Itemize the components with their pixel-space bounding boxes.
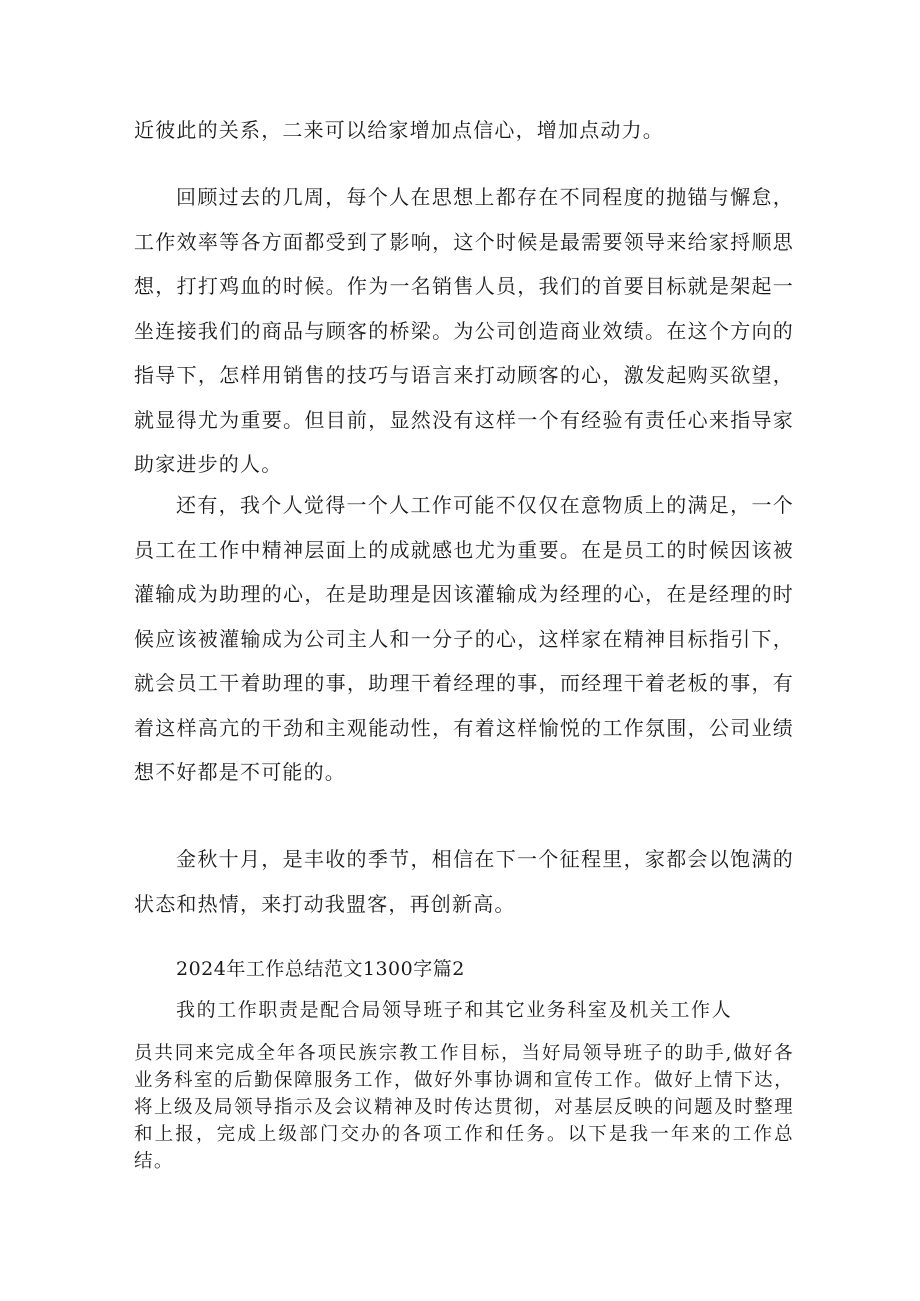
paragraph-5-first-line: 我的工作职责是配合局领导班子和其它业务科室及机关工作人: [176, 999, 733, 1021]
paragraph-2: 回顾过去的几周，每个人在思想上都存在不同程度的抛锚与懈怠，工作效率等各方面都受到了影响，这个时候是最需要领导来给家捋顺思想，打打鸡血的时候。作为一名销售人员，我们的首要目标就是架起一坐连接我们的商品与顾客的桥梁。为公司创造商业效绩。在这个方向的指导下，怎样用销售的技巧与语言来打动顾客的心，激发起购买欲望，就显得尤为重要。但目前，显然没有这样一个有经验有责任心来指导家助家进步的人。: [134, 185, 794, 476]
paragraph-3: 还有，我个人觉得一个人工作可能不仅仅在意物质上的满足，一个员工在工作中精神层面上的成就感也尤为重要。在是员工的时候因该被灌输成为助理的心，在是助理是因该灌输成为经理的心，在是经理的时候应该被灌输成为公司主人和一分子的心，这样家在精神目标指引下，就会员工干着助理的事，助理干着经理的事，而经理干着老板的事，有着这样高亢的干劲和主观能动性，有着这样愉悦的工作氛围，公司业绩想不好都是不可能的。: [134, 493, 794, 784]
paragraph-4: 金秋十月，是丰收的季节，相信在下一个征程里，家都会以饱满的状态和热情，来打动我盟客，再创新高。: [134, 847, 794, 916]
section-heading: 2024年工作总结范文1300字篇2: [176, 958, 465, 980]
paragraph-1: 近彼此的关系，二来可以给家增加点信心，增加点动力。: [134, 118, 664, 142]
paragraph-5-body: 员共同来完成全年各项民族宗教工作目标，当好局领导班子的助手,做好各业务科室的后勤保障服务工作，做好外事协调和宣传工作。做好上情下达，将上级及局领导指示及会议精神及时传达贯彻，对基层反映的问题及时整理和上报，完成上级部门交办的各项工作和任务。以下是我一年来的工作总结。: [134, 1043, 794, 1172]
